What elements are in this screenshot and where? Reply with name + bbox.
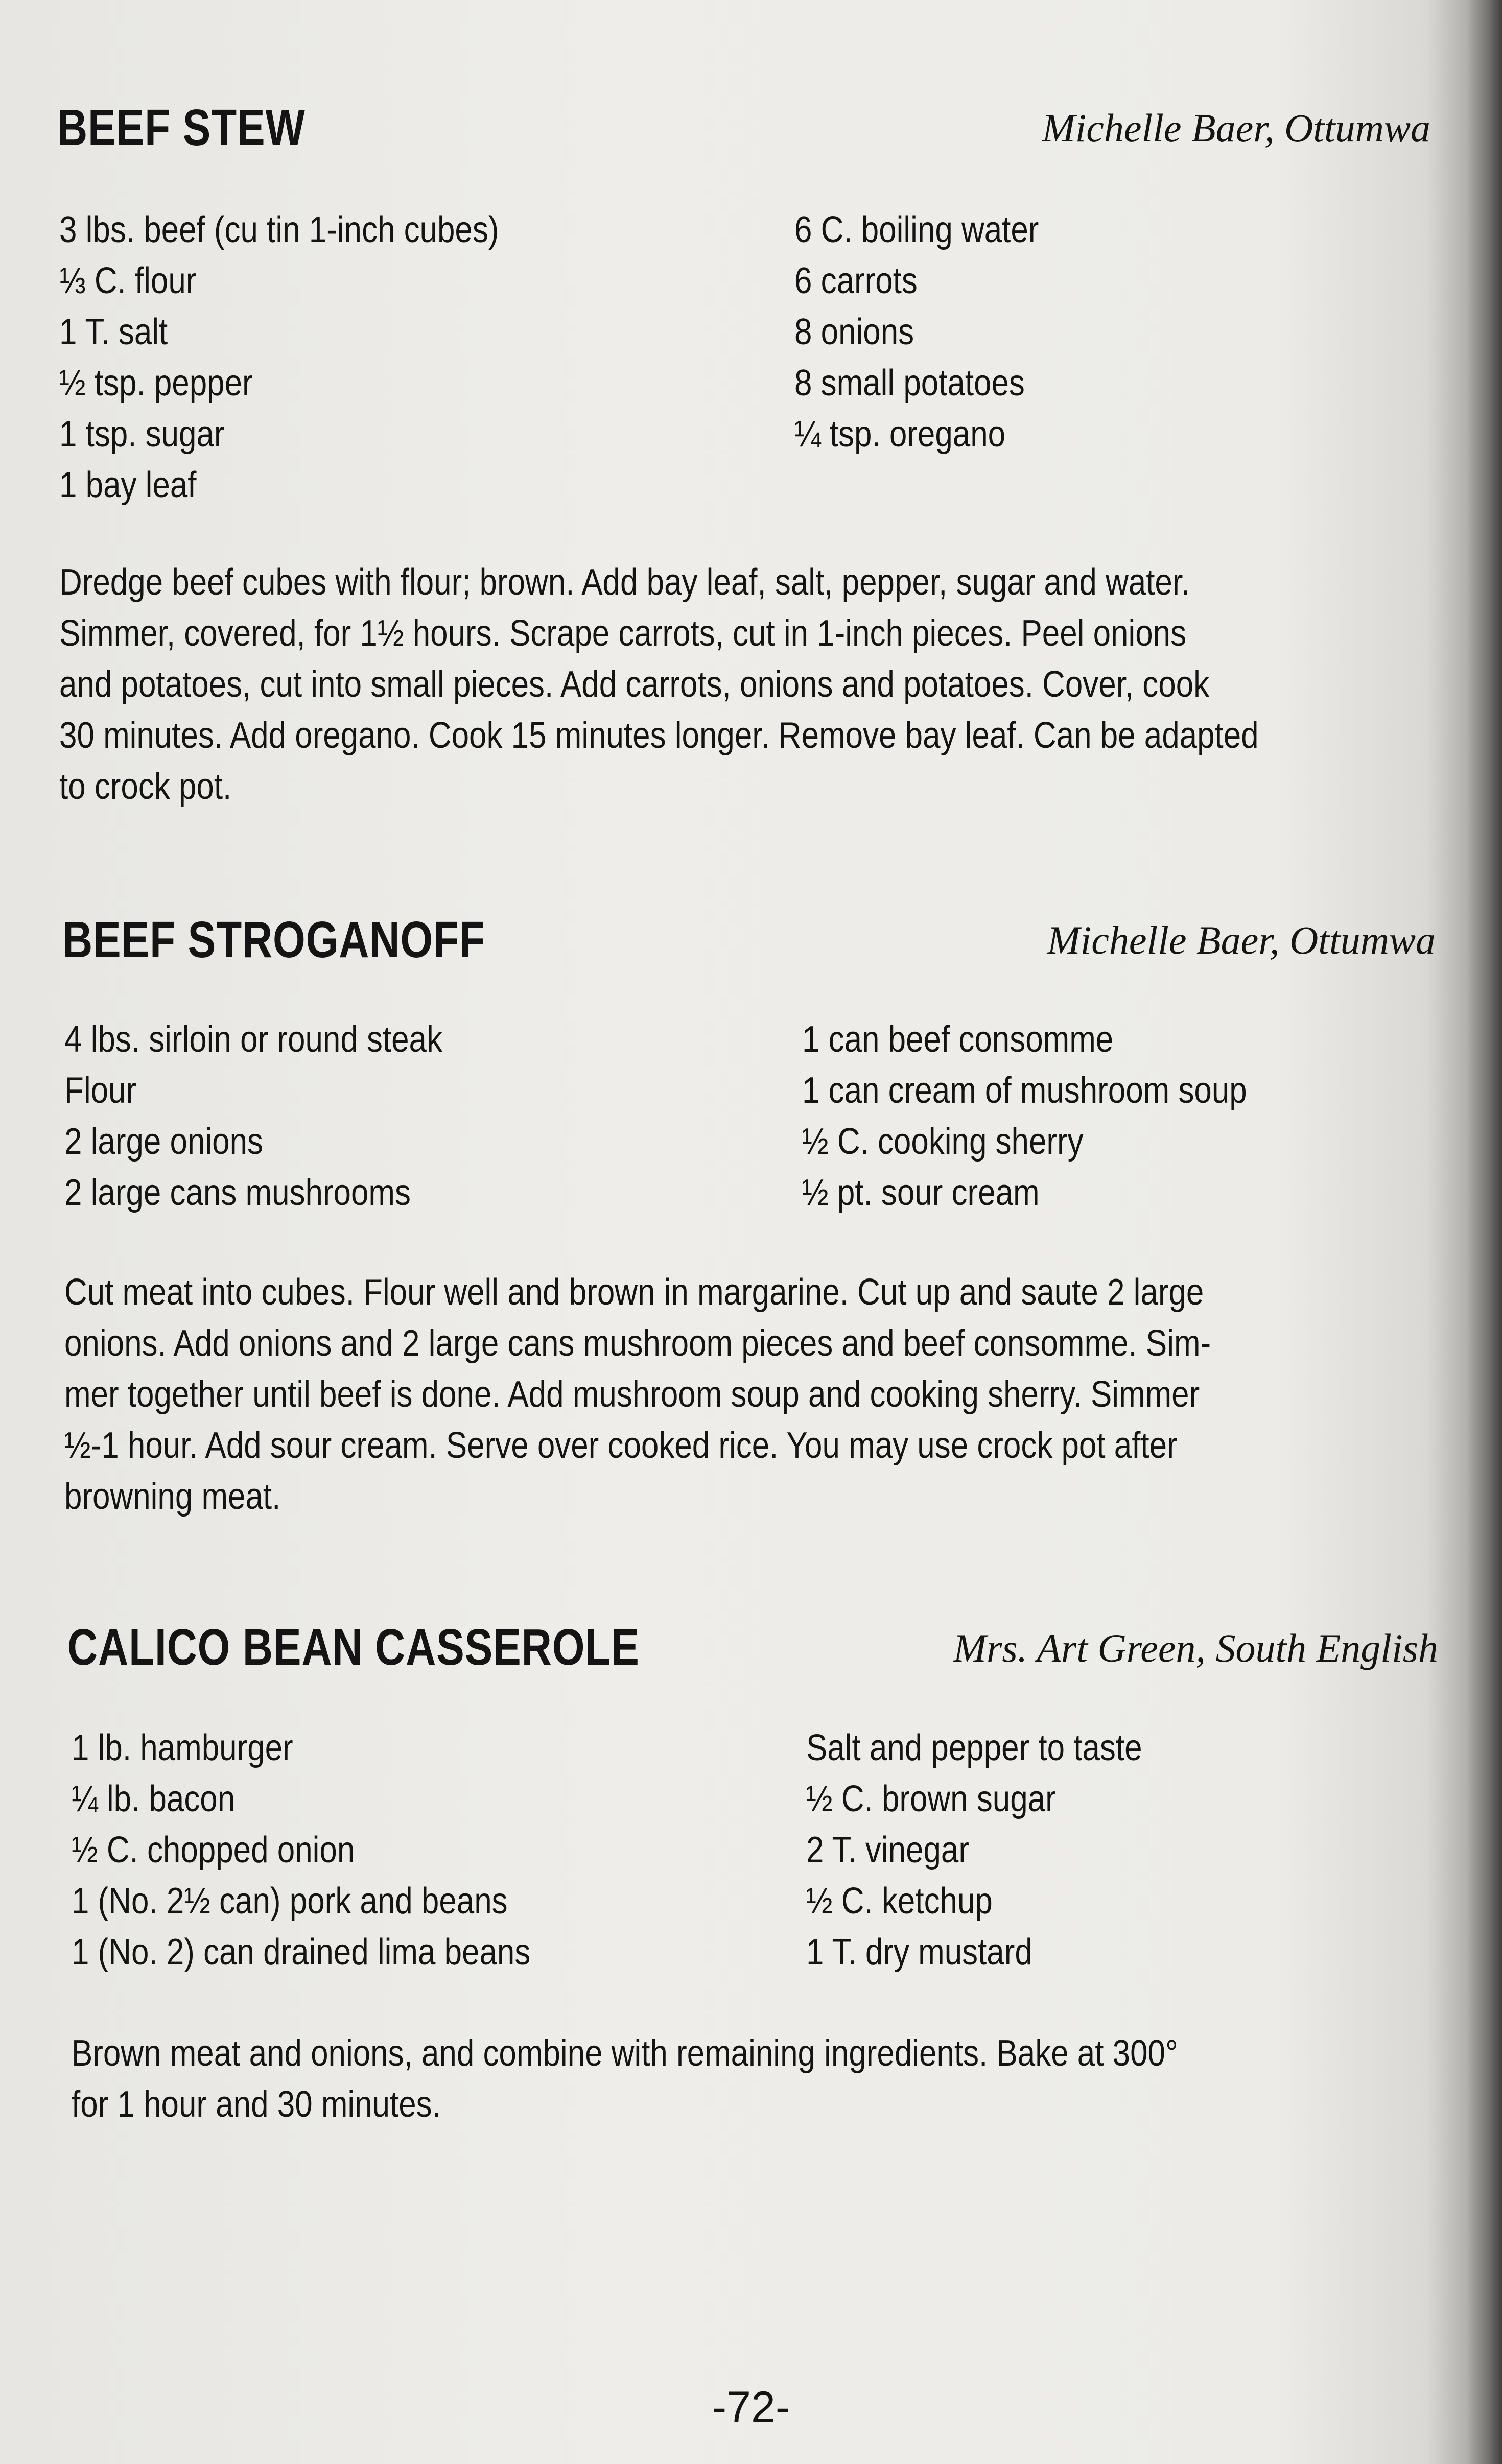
instruction-line: onions. Add onions and 2 large cans mushroom pieces and beef consomme. Sim-	[64, 1323, 1211, 1364]
ingredient-item: ⅓ C. flour	[59, 260, 197, 301]
page-number: -72-	[712, 2383, 790, 2432]
ingredient-item: 6 C. boiling water	[794, 209, 1039, 250]
ingredient-item: 1 (No. 2½ can) pork and beans	[72, 1881, 508, 1922]
recipe-instructions	[64, 1267, 1211, 1522]
ingredient-item: Flour	[64, 1070, 137, 1111]
ingredient-item: ½ C. cooking sherry	[802, 1121, 1084, 1162]
ingredient-item: 1 T. salt	[59, 312, 168, 352]
recipe-instructions	[72, 2028, 1178, 2130]
recipe-title: BEEF STROGANOFF	[62, 911, 485, 968]
ingredient-item: ¼ lb. bacon	[72, 1779, 236, 1819]
ingredients-left-column	[72, 1722, 530, 1978]
instruction-line: Cut meat into cubes. Flour well and brown in margarine. Cut up and saute 2 large	[64, 1272, 1204, 1313]
ingredients-right-column	[806, 1722, 1142, 1978]
ingredient-item: 1 can cream of mushroom soup	[802, 1070, 1247, 1111]
ingredient-item: 6 carrots	[794, 260, 918, 301]
ingredient-item: 1 (No. 2) can drained lima beans	[72, 1932, 531, 1973]
ingredient-item: ½ C. brown sugar	[806, 1779, 1056, 1819]
ingredient-item: 2 large onions	[64, 1121, 264, 1162]
ingredient-item: 8 small potatoes	[794, 363, 1025, 404]
ingredient-item: ½ pt. sour cream	[802, 1172, 1040, 1213]
recipe-instructions	[59, 557, 1259, 812]
ingredients-left-column	[64, 1014, 442, 1218]
page-edge-shadow	[1466, 0, 1502, 2464]
ingredient-item: ¼ tsp. oregano	[794, 414, 1006, 455]
ingredient-item: ½ tsp. pepper	[59, 363, 253, 404]
ingredient-item: 1 can beef consomme	[802, 1019, 1114, 1060]
ingredient-item: 1 T. dry mustard	[806, 1932, 1032, 1973]
ingredients-left-column	[59, 204, 499, 511]
instruction-line: Brown meat and onions, and combine with remaining ingredients. Bake at 300°	[72, 2033, 1178, 2074]
instruction-line: 30 minutes. Add oregano. Cook 15 minutes longer. Remove bay leaf. Can be adapted	[59, 715, 1259, 756]
recipe-author: Michelle Baer, Ottumwa	[1047, 918, 1436, 962]
ingredient-item: 4 lbs. sirloin or round steak	[64, 1019, 442, 1060]
instruction-line: for 1 hour and 30 minutes.	[72, 2084, 441, 2125]
ingredients-right-column	[794, 204, 1039, 460]
instruction-line: ½-1 hour. Add sour cream. Serve over cooked rice. You may use crock pot after	[64, 1425, 1178, 1466]
ingredient-item: 1 bay leaf	[59, 465, 197, 506]
instruction-line: to crock pot.	[59, 766, 232, 807]
ingredient-item: ½ C. ketchup	[806, 1881, 993, 1922]
ingredient-item: 1 tsp. sugar	[59, 414, 225, 455]
instruction-line: browning meat.	[64, 1476, 281, 1517]
recipe-title: BEEF STEW	[57, 99, 306, 156]
ingredient-item: Salt and pepper to taste	[806, 1727, 1142, 1768]
recipe-title: CALICO BEAN CASSEROLE	[67, 1619, 640, 1676]
ingredient-item: 2 T. vinegar	[806, 1830, 969, 1870]
ingredient-item: 2 large cans mushrooms	[64, 1172, 411, 1213]
instruction-line: Dredge beef cubes with flour; brown. Add bay leaf, salt, pepper, sugar and water.	[59, 562, 1190, 603]
ingredient-item: ½ C. chopped onion	[72, 1830, 355, 1870]
instruction-line: Simmer, covered, for 1½ hours. Scrape carrots, cut in 1-inch pieces. Peel onions	[59, 613, 1187, 654]
instruction-line: mer together until beef is done. Add mushroom soup and cooking sherry. Simmer	[64, 1374, 1200, 1415]
ingredient-item: 3 lbs. beef (cu tin 1-inch cubes)	[59, 209, 499, 250]
recipe-author: Michelle Baer, Ottumwa	[1042, 106, 1430, 150]
recipe-author: Mrs. Art Green, South English	[953, 1626, 1438, 1670]
ingredient-item: 1 lb. hamburger	[72, 1727, 293, 1768]
ingredients-right-column	[802, 1014, 1247, 1218]
instruction-line: and potatoes, cut into small pieces. Add carrots, onions and potatoes. Cover, cook	[59, 664, 1210, 705]
ingredient-item: 8 onions	[794, 312, 914, 352]
